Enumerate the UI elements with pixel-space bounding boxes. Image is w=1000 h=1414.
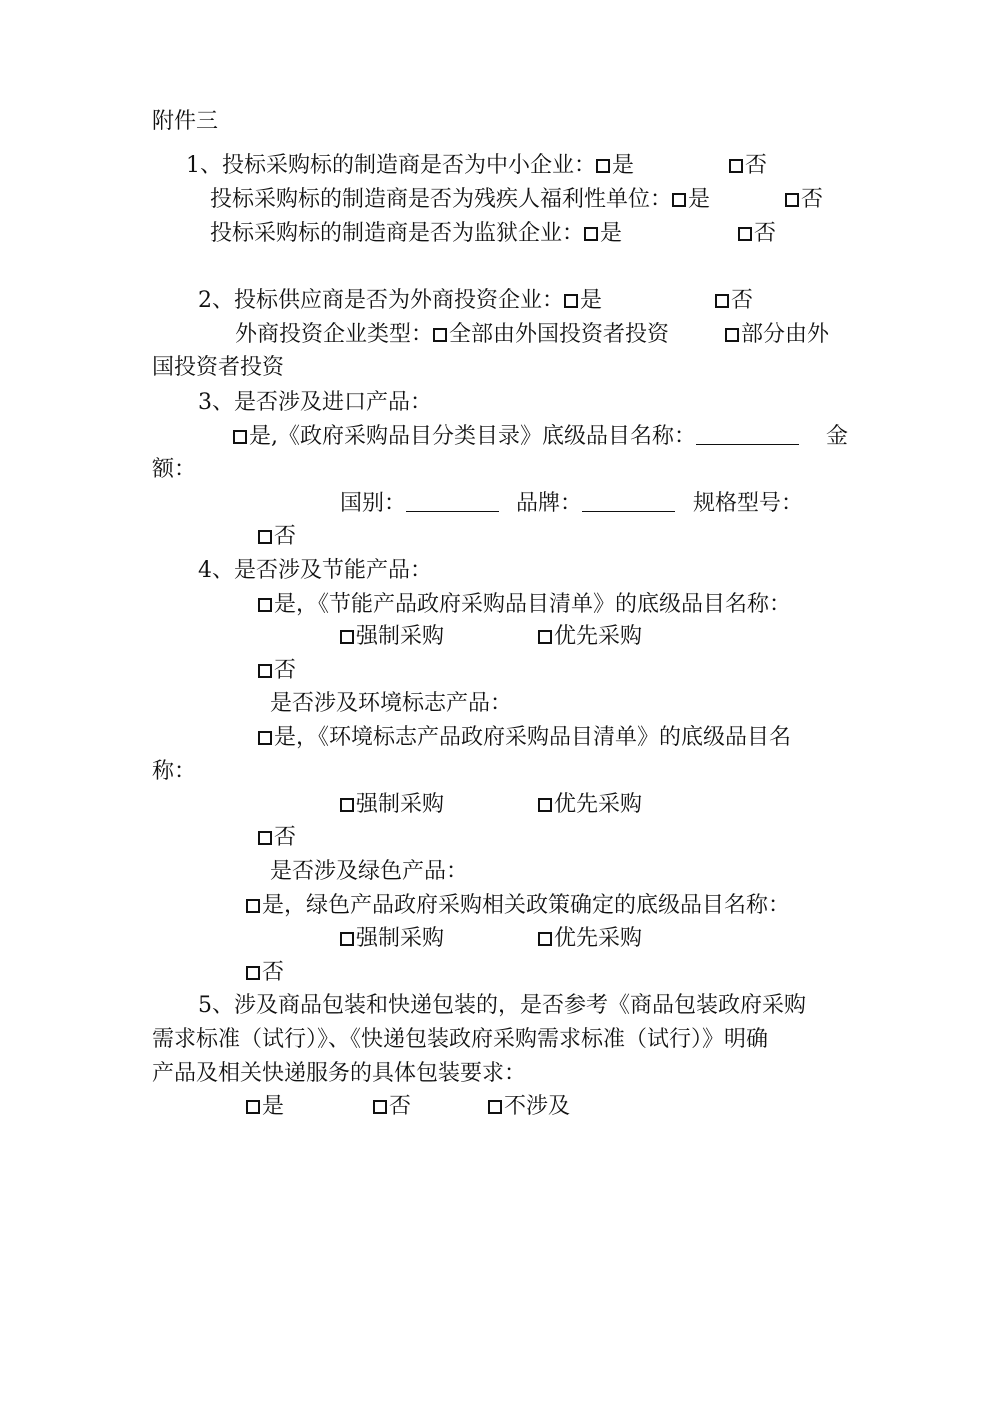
checkbox-icon [672, 193, 686, 207]
s1-prison-yes-checkbox[interactable]: 是 [584, 219, 622, 249]
checkbox-icon [246, 899, 260, 913]
s4-energy-no-checkbox[interactable]: 否 [258, 656, 296, 686]
s1-disabled-yes-checkbox[interactable]: 是 [672, 185, 710, 215]
s4-env-yes-wrap: 称： [152, 759, 197, 784]
s1-disabled-question [210, 185, 710, 215]
s4-env-mandatory-checkbox[interactable]: 强制采购 [340, 790, 444, 820]
s2-foreign-question [198, 286, 602, 316]
s1-prison-label: 投标采购标的制造商是否为监狱企业： [210, 221, 585, 246]
s5-packaging-line1: 5、涉及商品包装和快递包装的，是否参考《商品包装政府采购 [198, 993, 806, 1018]
s5-packaging-line3: 产品及相关快递服务的具体包装要求： [152, 1061, 527, 1086]
s1-disabled-label: 投标采购标的制造商是否为残疾人福利性单位： [210, 187, 673, 212]
s3-brand-field: 品牌： [516, 489, 675, 519]
checkbox-icon [725, 328, 739, 342]
s5-not-involved-checkbox[interactable]: 不涉及 [488, 1092, 570, 1122]
s1-sme-no-checkbox[interactable]: 否 [729, 151, 767, 181]
checkbox-icon [233, 430, 247, 444]
s1-prison-question [210, 219, 622, 249]
checkbox-icon [785, 193, 799, 207]
s2-type-all-checkbox[interactable]: 全部由外国投资者投资 [433, 320, 669, 350]
checkbox-icon [538, 932, 552, 946]
s3-item-name-blank[interactable] [696, 426, 799, 445]
s1-sme-yes-checkbox[interactable]: 是 [596, 151, 634, 181]
checkbox-icon [246, 966, 260, 980]
s3-country-blank[interactable] [406, 493, 499, 512]
s2-type-label: 外商投资企业类型： [235, 322, 434, 347]
s2-foreign-yes-checkbox[interactable]: 是 [564, 286, 602, 316]
s4-env-priority-checkbox[interactable]: 优先采购 [538, 790, 642, 820]
s3-model-label: 规格型号： [693, 491, 804, 516]
checkbox-icon [715, 294, 729, 308]
checkbox-icon [584, 227, 598, 241]
s4-energy-priority-checkbox[interactable]: 优先采购 [538, 622, 642, 652]
checkbox-icon [340, 932, 354, 946]
s4-energy-question: 4、是否涉及节能产品： [198, 558, 432, 583]
checkbox-icon [433, 328, 447, 342]
checkbox-icon [258, 530, 272, 544]
s5-yes-checkbox[interactable]: 是 [246, 1092, 284, 1122]
checkbox-icon [538, 630, 552, 644]
checkbox-icon [596, 159, 610, 173]
checkbox-icon [246, 1100, 260, 1114]
s3-import-no-checkbox[interactable]: 否 [258, 522, 296, 552]
s5-packaging-line2: 需求标准（试行）》、《快递包装政府采购需求标准（试行）》明确 [152, 1027, 769, 1052]
s3-amount-label: 金 [826, 424, 849, 449]
checkbox-icon [340, 630, 354, 644]
s4-green-yes-checkbox[interactable]: 是，绿色产品政府采购相关政策确定的底级品目名称： [246, 891, 790, 921]
s3-country-field: 国别： [340, 489, 499, 519]
attachment-title: 附件三 [152, 109, 219, 134]
checkbox-icon [488, 1100, 502, 1114]
s1-disabled-no-checkbox[interactable]: 否 [785, 185, 823, 215]
s4-energy-yes-checkbox[interactable]: 是，《节能产品政府采购品目清单》的底级品目名称： [258, 590, 791, 620]
s3-brand-blank[interactable] [582, 493, 675, 512]
s1-prison-no-checkbox[interactable]: 否 [738, 219, 776, 249]
checkbox-icon [258, 598, 272, 612]
s4-green-question: 是否涉及绿色产品： [270, 859, 469, 884]
checkbox-icon [729, 159, 743, 173]
s3-import-yes-checkbox[interactable]: 是,《政府采购品目分类目录》底级品目名称： [233, 422, 799, 452]
checkbox-icon [564, 294, 578, 308]
s2-type-part-checkbox[interactable]: 部分由外 [725, 320, 829, 350]
s4-env-yes-checkbox[interactable]: 是，《环境标志产品政府采购品目清单》的底级品目名 [258, 723, 791, 753]
s3-amount-label-wrap: 额： [152, 457, 197, 482]
s2-type-question [235, 320, 669, 350]
s4-env-no-checkbox[interactable]: 否 [258, 823, 296, 853]
s4-env-question: 是否涉及环境标志产品： [270, 691, 513, 716]
s4-green-mandatory-checkbox[interactable]: 强制采购 [340, 924, 444, 954]
s4-green-priority-checkbox[interactable]: 优先采购 [538, 924, 642, 954]
s1-sme-question [186, 151, 634, 181]
checkbox-icon [373, 1100, 387, 1114]
checkbox-icon [340, 798, 354, 812]
checkbox-icon [258, 731, 272, 745]
checkbox-icon [258, 664, 272, 678]
s2-type-part-wrap: 国投资者投资 [152, 355, 285, 380]
checkbox-icon [538, 798, 552, 812]
checkbox-icon [738, 227, 752, 241]
s5-no-checkbox[interactable]: 否 [373, 1092, 411, 1122]
s1-sme-label: 1、投标采购标的制造商是否为中小企业： [186, 153, 596, 178]
s4-energy-mandatory-checkbox[interactable]: 强制采购 [340, 622, 444, 652]
checkbox-icon [258, 831, 272, 845]
s2-foreign-label: 2、投标供应商是否为外商投资企业： [198, 288, 564, 313]
s3-import-question: 3、是否涉及进口产品： [198, 390, 432, 415]
s4-green-no-checkbox[interactable]: 否 [246, 958, 284, 988]
s2-foreign-no-checkbox[interactable]: 否 [715, 286, 753, 316]
